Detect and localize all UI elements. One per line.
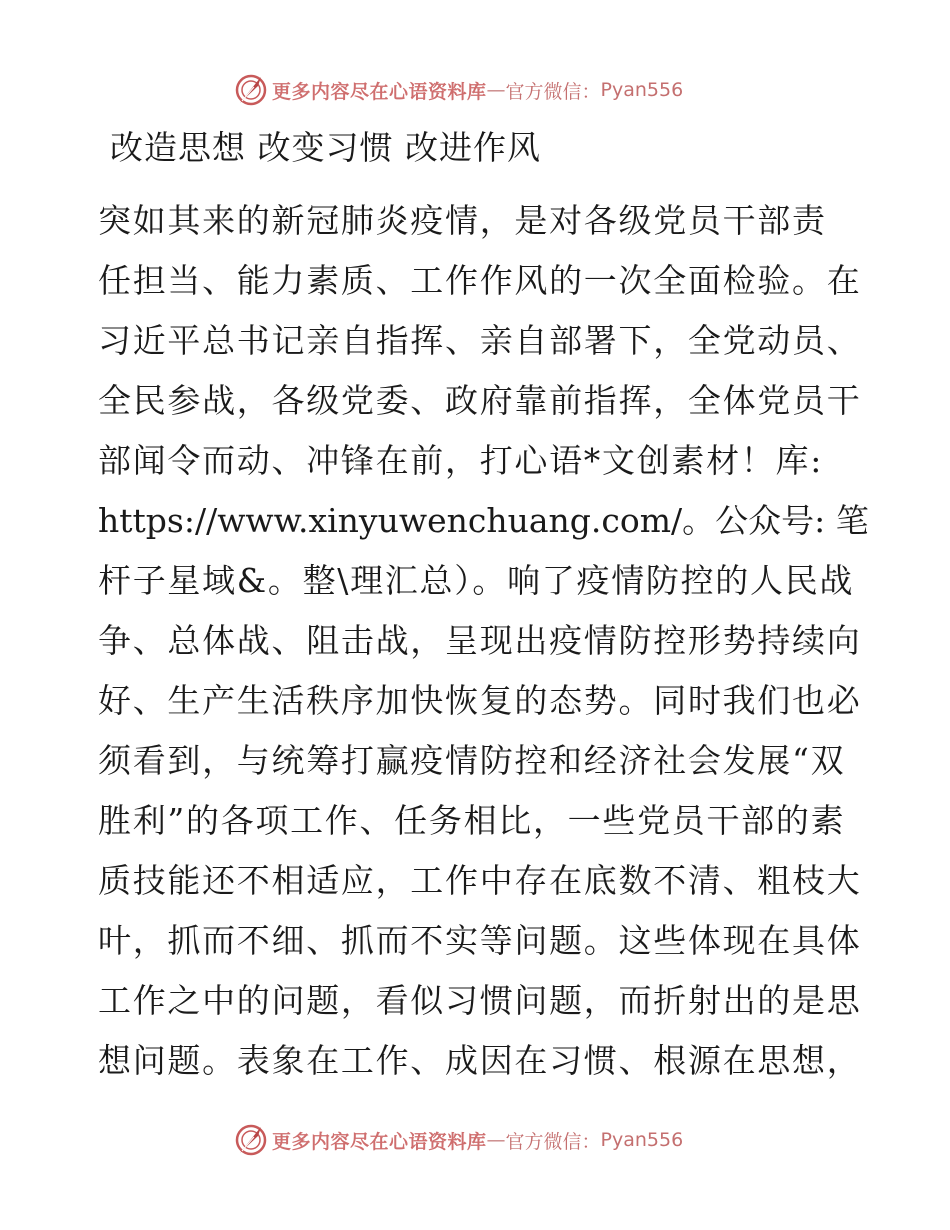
body-line: 争、总体战、阻击战，呈现出疫情防控形势持续向 [98, 621, 862, 660]
quill-logo-icon [234, 73, 268, 107]
body-line: https://www.xinyuwenchuang.com/。公众号: 笔 [98, 501, 869, 540]
body-line: 突如其来的新冠肺炎疫情，是对各级党员干部责 [98, 201, 827, 240]
article-body [98, 191, 869, 1091]
body-line: 部闻令而动、冲锋在前，打心语*文创素材！库: [98, 441, 824, 480]
article-title: 改造思想 改变习惯 改进作风 [110, 128, 541, 167]
body-line: 工作之中的问题，看似习惯问题，而折射出的是思 [98, 981, 862, 1020]
body-line: 质技能还不相适应，工作中存在底数不清、粗枝大 [98, 861, 862, 900]
body-line: 好、生产生活秩序加快恢复的态势。同时我们也必 [98, 681, 862, 720]
body-line: 须看到，与统筹打赢疫情防控和经济社会发展“双 [98, 741, 846, 780]
banner-separator: — [486, 1129, 506, 1151]
banner-wechat-id: Pyan556 [600, 1129, 684, 1151]
body-line: 想问题。表象在工作、成因在习惯、根源在思想， [98, 1041, 862, 1080]
quill-logo-icon [234, 1123, 268, 1157]
banner-wechat-label: 官方微信： [505, 80, 601, 103]
banner-brand-text: 更多内容尽在心语资料库 [272, 1130, 487, 1153]
body-line: 胜利”的各项工作、任务相比，一些党员干部的素 [98, 801, 846, 840]
body-line: 任担当、能力素质、工作作风的一次全面检验。在 [98, 261, 862, 300]
banner-wechat-id: Pyan556 [600, 79, 684, 101]
banner-separator: — [486, 79, 506, 101]
body-line: 习近平总书记亲自指挥、亲自部署下，全党动员、 [98, 321, 862, 360]
footer-banner [234, 1122, 683, 1158]
body-line: 全民参战，各级党委、政府靠前指挥，全体党员干 [98, 381, 862, 420]
body-line: 叶，抓而不细、抓而不实等问题。这些体现在具体 [98, 921, 862, 960]
banner-wechat-label: 官方微信： [505, 1130, 601, 1153]
banner-brand-text: 更多内容尽在心语资料库 [272, 80, 487, 103]
body-line: 杆子星域&。整\理汇总）。响了疫情防控的人民战 [98, 561, 855, 600]
header-banner [234, 72, 683, 108]
